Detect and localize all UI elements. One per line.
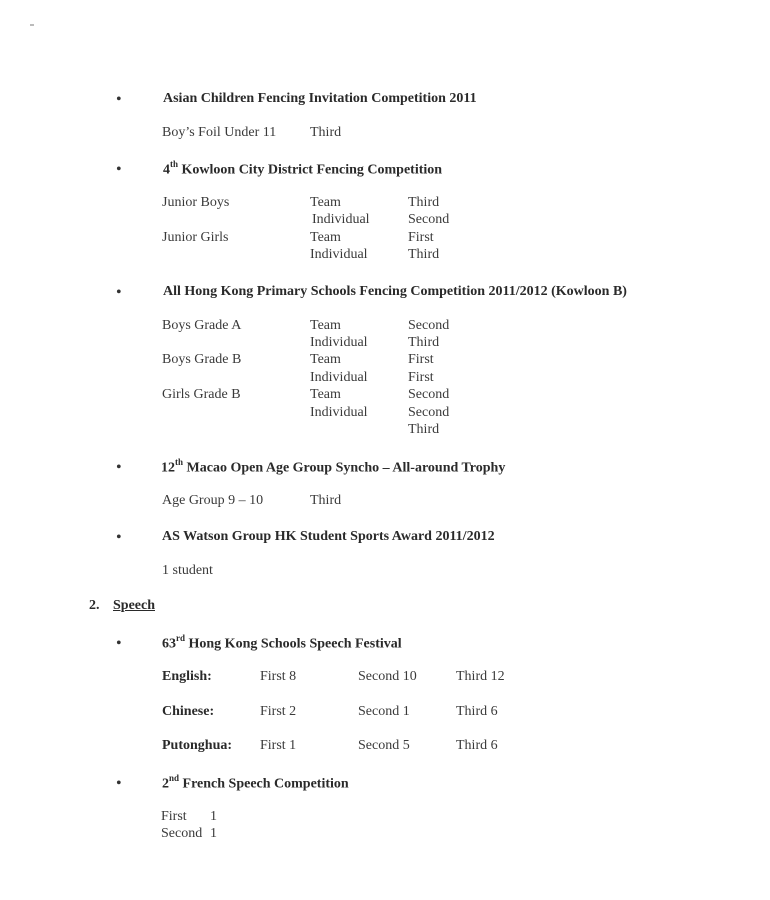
result-type: Individual	[310, 405, 368, 420]
bullet-icon: •	[116, 161, 122, 178]
bullet-icon: •	[116, 635, 122, 652]
event-heading	[162, 634, 402, 653]
result-category: Boys Grade B	[162, 352, 242, 367]
speech-second: Second 1	[358, 704, 410, 719]
result-category: Junior Girls	[162, 230, 229, 245]
section-title: Speech	[113, 598, 155, 613]
speech-second: Second 10	[358, 669, 417, 684]
event-title: French Speech Competition	[182, 776, 349, 792]
result-type: Team	[310, 195, 341, 210]
event-ordinal: 2	[162, 776, 169, 792]
event-title: Kowloon City District Fencing Competition	[181, 162, 443, 178]
bullet-icon: •	[116, 529, 122, 546]
result-type: Individual	[310, 370, 368, 385]
result-place: Third	[408, 195, 440, 210]
speech-third: Third 6	[456, 738, 498, 753]
bullet-icon: •	[116, 91, 122, 108]
event-ordinal-suffix: th	[170, 159, 179, 169]
speech-first: First 1	[260, 738, 297, 753]
speech-first: First 2	[260, 704, 297, 719]
result-place: Third	[408, 422, 440, 437]
result-type: Individual	[310, 335, 368, 350]
french-count: 1	[210, 809, 217, 824]
result-category: Boy’s Foil Under 11	[162, 125, 277, 140]
french-count: 1	[210, 826, 217, 841]
event-ordinal: 63	[162, 636, 176, 652]
result-place: Third	[310, 125, 342, 140]
event-title: Hong Kong Schools Speech Festival	[188, 636, 402, 652]
speech-language: Putonghua:	[162, 738, 233, 753]
result-place: Second	[408, 387, 450, 402]
event-heading	[163, 284, 627, 300]
speech-second: Second 5	[358, 738, 410, 753]
event-ordinal-suffix: rd	[176, 633, 185, 643]
result-place: First	[408, 352, 434, 367]
result-place: First	[408, 370, 434, 385]
event-heading	[163, 91, 477, 107]
result-place: Third	[310, 493, 342, 508]
bullet-icon: •	[116, 775, 122, 792]
french-label: Second	[161, 826, 203, 841]
result-category: Junior Boys	[162, 195, 230, 210]
event-heading	[161, 458, 505, 477]
result-type: Team	[310, 230, 341, 245]
speech-third: Third 12	[456, 669, 505, 684]
event-heading	[162, 774, 349, 793]
speech-language: English:	[162, 669, 212, 684]
result-place: Third	[408, 335, 440, 350]
result-place: Second	[408, 405, 450, 420]
result-category: Boys Grade A	[162, 318, 242, 333]
speech-language: Chinese:	[162, 704, 215, 719]
bullet-icon: •	[116, 284, 122, 301]
result-place: Second	[408, 318, 450, 333]
result-type: Individual	[310, 247, 368, 262]
speech-first: First 8	[260, 669, 297, 684]
scan-speck	[30, 24, 34, 26]
result-type: Individual	[312, 212, 370, 227]
result-type: Team	[310, 387, 341, 402]
result-place: First	[408, 230, 434, 245]
event-title: AS Watson Group HK Student Sports Award 2011/2012	[162, 529, 495, 544]
result-type: Team	[310, 352, 341, 367]
result-category: Girls Grade B	[162, 387, 241, 402]
result-category: Age Group 9 – 10	[162, 493, 264, 508]
event-ordinal-suffix: nd	[169, 773, 180, 783]
event-title: Asian Children Fencing Invitation Competition 2011	[163, 91, 477, 106]
result-category: 1 student	[162, 563, 213, 578]
event-heading	[162, 529, 495, 545]
result-type: Team	[310, 318, 341, 333]
result-place: Second	[408, 212, 450, 227]
event-title: Macao Open Age Group Syncho – All-around Trophy	[186, 460, 506, 476]
bullet-icon: •	[116, 459, 122, 476]
event-heading	[163, 160, 442, 179]
event-ordinal: 4	[163, 162, 170, 178]
result-place: Third	[408, 247, 440, 262]
event-ordinal-suffix: th	[175, 457, 184, 467]
section-number: 2.	[89, 598, 100, 613]
event-ordinal: 12	[161, 460, 175, 476]
french-label: First	[161, 809, 187, 824]
speech-third: Third 6	[456, 704, 498, 719]
event-title: All Hong Kong Primary Schools Fencing Competition 2011/2012 (Kowloon B)	[163, 284, 627, 299]
